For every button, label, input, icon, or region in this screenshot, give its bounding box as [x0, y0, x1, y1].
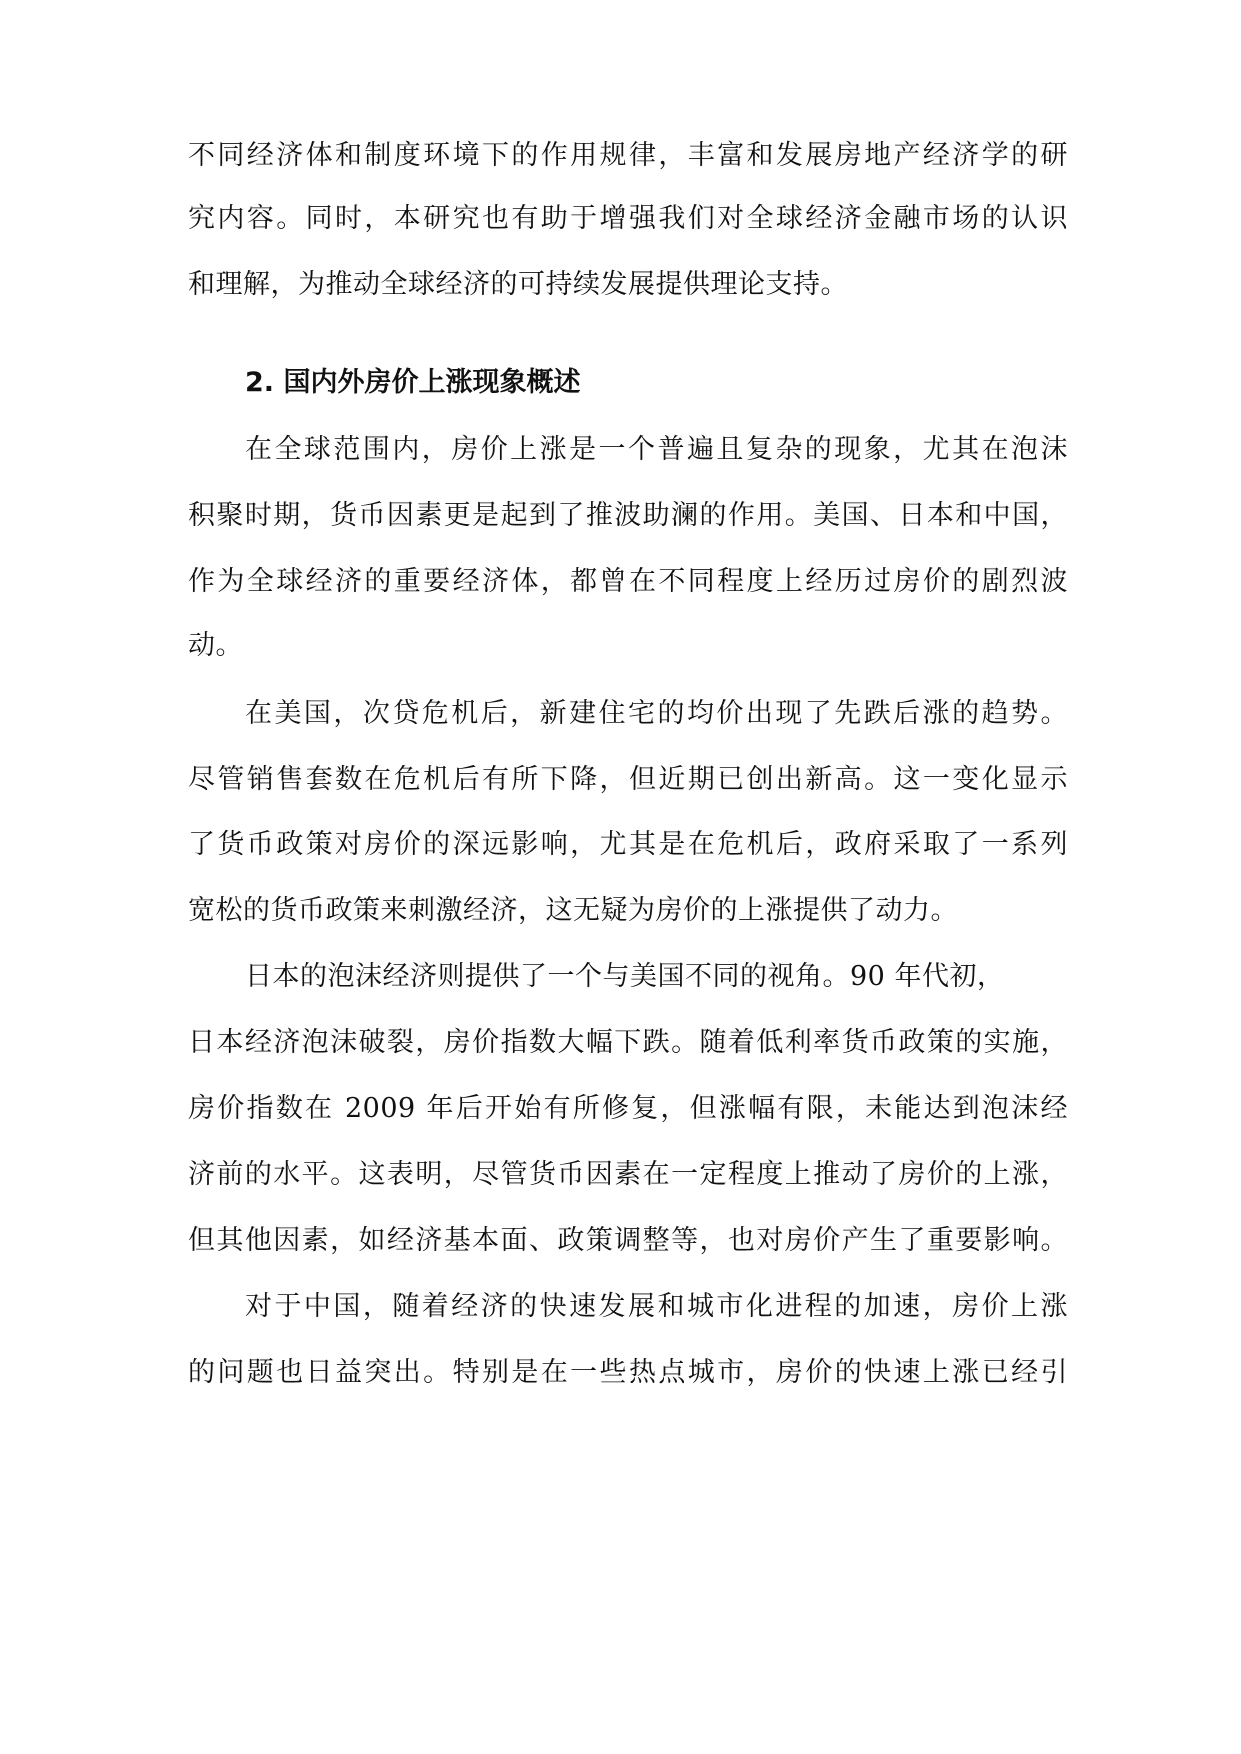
paragraph-3-line-4: 济前的水平。这表明，尽管货币因素在一定程度上推动了房价的上涨， [188, 1159, 1068, 1190]
paragraph-1-line-4: 动。 [188, 630, 243, 661]
paragraph-3-line-1: 日本的泡沫经济则提供了一个与美国不同的视角。90 年代初， [245, 961, 1005, 992]
paragraph-4-line-1: 对于中国，随着经济的快速发展和城市化进程的加速，房价上涨 [245, 1291, 1068, 1322]
paragraph-2-line-1: 在美国，次贷危机后，新建住宅的均价出现了先跌后涨的趋势。 [245, 698, 1068, 729]
paragraph-3-line-2: 日本经济泡沫破裂，房价指数大幅下跌。随着低利率货币政策的实施， [188, 1027, 1068, 1058]
paragraph-2-line-2: 尽管销售套数在危机后有所下降，但近期已创出新高。这一变化显示 [188, 764, 1068, 795]
paragraph-1-line-1: 在全球范围内，房价上涨是一个普遍且复杂的现象，尤其在泡沫 [245, 434, 1068, 465]
paragraph-2-line-4: 宽松的货币政策来刺激经济，这无疑为房价的上涨提供了动力。 [188, 895, 958, 926]
paragraph-1-line-3: 作为全球经济的重要经济体，都曾在不同程度上经历过房价的剧烈波 [188, 566, 1068, 597]
paragraph-3-line-5: 但其他因素，如经济基本面、政策调整等，也对房价产生了重要影响。 [188, 1225, 1068, 1256]
intro-line-1: 不同经济体和制度环境下的作用规律，丰富和发展房地产经济学的研 [188, 140, 1068, 171]
section-heading: 2. 国内外房价上涨现象概述 [245, 367, 581, 398]
intro-line-3: 和理解，为推动全球经济的可持续发展提供理论支持。 [188, 269, 848, 300]
paragraph-4-line-2: 的问题也日益突出。特别是在一些热点城市，房价的快速上涨已经引 [188, 1357, 1068, 1388]
paragraph-1-line-2: 积聚时期，货币因素更是起到了推波助澜的作用。美国、日本和中国， [188, 500, 1068, 531]
paragraph-3-line-3: 房价指数在 2009 年后开始有所修复，但涨幅有限，未能达到泡沫经 [188, 1093, 1068, 1124]
intro-line-2: 究内容。同时，本研究也有助于增强我们对全球经济金融市场的认识 [188, 203, 1068, 234]
paragraph-2-line-3: 了货币政策对房价的深远影响，尤其是在危机后，政府采取了一系列 [188, 829, 1068, 860]
